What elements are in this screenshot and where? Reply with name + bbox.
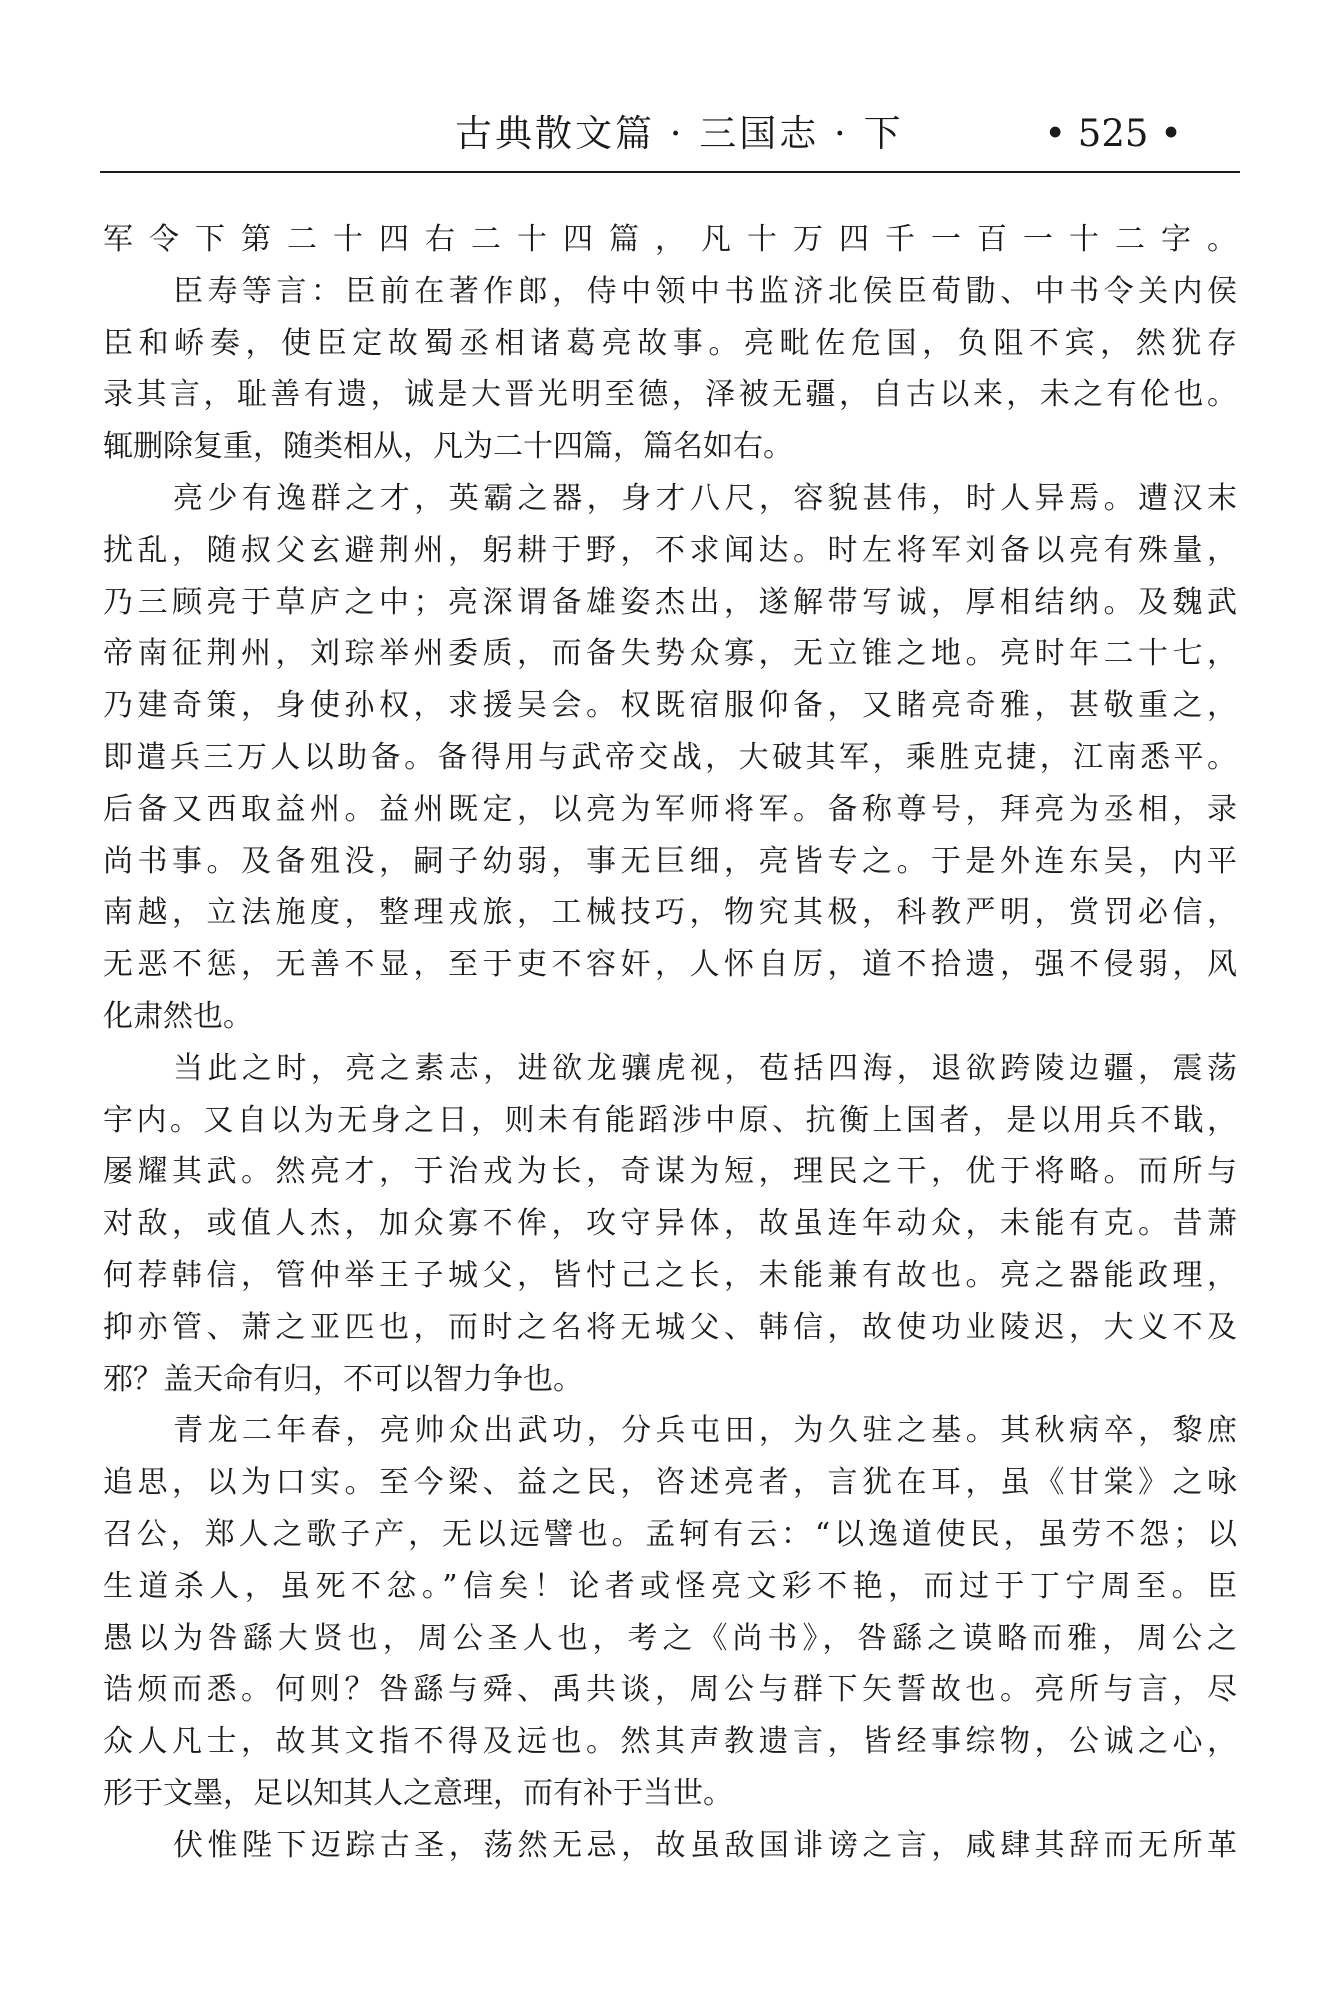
text-line: 军令下第二十四右二十四篇，凡十万四千一百一十二字。	[103, 222, 1237, 257]
running-header-title: 古典散文篇 · 三国志 · 下	[455, 112, 904, 155]
text-line: 乃建奇策，身使孙权，求援吴会。权既宿服仰备，又睹亮奇雅，甚敬重之，	[103, 688, 1237, 724]
text-line: 形于文墨，足以知其人之意理，而有补于当世。	[103, 1775, 733, 1811]
text-line: 愚以为咎繇大贤也，周公圣人也，考之《尚书》，咎繇之谟略而雅，周公之	[103, 1620, 1237, 1656]
text-line: 何荐韩信，管仲举王子城父，皆忖己之长，未能兼有故也。亮之器能政理，	[103, 1257, 1237, 1293]
running-header	[100, 104, 1240, 164]
text-line: 扰乱，随叔父玄避荆州，躬耕于野，不求闻达。时左将军刘备以亮有殊量，	[103, 532, 1237, 568]
text-line: 帝南征荆州，刘琮举州委质，而备失势众寡，无立锥之地。亮时年二十七，	[103, 636, 1237, 672]
text-line: 邪？盖天命有归，不可以智力争也。	[103, 1361, 583, 1397]
text-line: 宇内。又自以为无身之日，则未有能蹈涉中原、抗衡上国者，是以用兵不戢，	[103, 1102, 1237, 1138]
text-line: 南越，立法施度，整理戎旅，工械技巧，物究其极，科教严明，赏罚必信，	[103, 895, 1237, 931]
text-line: 尚书事。及备殂没，嗣子幼弱，事无巨细，亮皆专之。于是外连东吴，内平	[103, 843, 1237, 879]
text-line: 众人凡士，故其文指不得及远也。然其声教遗言，皆经事综物，公诚之心，	[103, 1724, 1237, 1760]
text-line: 即遣兵三万人以助备。备得用与武帝交战，大破其军，乘胜克捷，江南悉平。	[103, 739, 1237, 775]
text-line: 臣寿等言：臣前在著作郎，侍中领中书监济北侯臣荀勖、中书令关内侯	[173, 273, 1237, 309]
text-line: 辄删除复重，随类相从，凡为二十四篇，篇名如右。	[103, 429, 793, 465]
text-line: 青龙二年春，亮帅众出武功，分兵屯田，为久驻之基。其秋病卒，黎庶	[173, 1413, 1237, 1449]
header-rule	[100, 171, 1240, 173]
text-line: 伏惟陛下迈踪古圣，荡然无忌，故虽敌国诽谤之言，咸肆其辞而无所革	[173, 1827, 1237, 1863]
text-line: 化肃然也。	[103, 998, 253, 1034]
text-line: 诰烦而悉。何则？咎繇与舜、禹共谈，周公与群下矢誓故也。亮所与言，尽	[103, 1672, 1237, 1708]
text-line: 无恶不惩，无善不显，至于吏不容奸，人怀自厉，道不拾遗，强不侵弱，风	[103, 947, 1237, 983]
text-line: 亮少有逸群之才，英霸之器，身才八尺，容貌甚伟，时人异焉。遭汉末	[173, 480, 1237, 516]
body-text	[103, 214, 1237, 1872]
text-line: 臣和峤奏，使臣定故蜀丞相诸葛亮故事。亮毗佐危国，负阻不宾，然犹存	[103, 325, 1237, 361]
text-line: 抑亦管、萧之亚匹也，而时之名将无城父、韩信，故使功业陵迟，大义不及	[103, 1309, 1237, 1345]
text-line: 生道杀人，虽死不忿。”信矣！论者或怪亮文彩不艳，而过于丁宁周至。臣	[103, 1568, 1237, 1604]
text-line: 乃三顾亮于草庐之中；亮深谓备雄姿杰出，遂解带写诚，厚相结纳。及魏武	[103, 584, 1237, 620]
text-line: 当此之时，亮之素志，进欲龙骧虎视，苞括四海，退欲跨陵边疆，震荡	[173, 1050, 1237, 1086]
text-line: 召公，郑人之歌子产，无以远譬也。孟轲有云：“以逸道使民，虽劳不怨；以	[103, 1516, 1237, 1552]
text-line: 录其言，耻善有遗，诚是大晋光明至德，泽被无疆，自古以来，未之有伦也。	[103, 377, 1237, 413]
text-line: 后备又西取益州。益州既定，以亮为军师将军。备称尊号，拜亮为丞相，录	[103, 791, 1237, 827]
text-line: 屡耀其武。然亮才，于治戎为长，奇谋为短，理民之干，优于将略。而所与	[103, 1154, 1237, 1190]
page-number: • 525 •	[1044, 112, 1182, 155]
text-line: 对敌，或值人杰，加众寡不侔，攻守异体，故虽连年动众，未能有克。昔萧	[103, 1206, 1237, 1242]
text-line: 追思，以为口实。至今梁、益之民，咨述亮者，言犹在耳，虽《甘棠》之咏	[103, 1465, 1237, 1501]
